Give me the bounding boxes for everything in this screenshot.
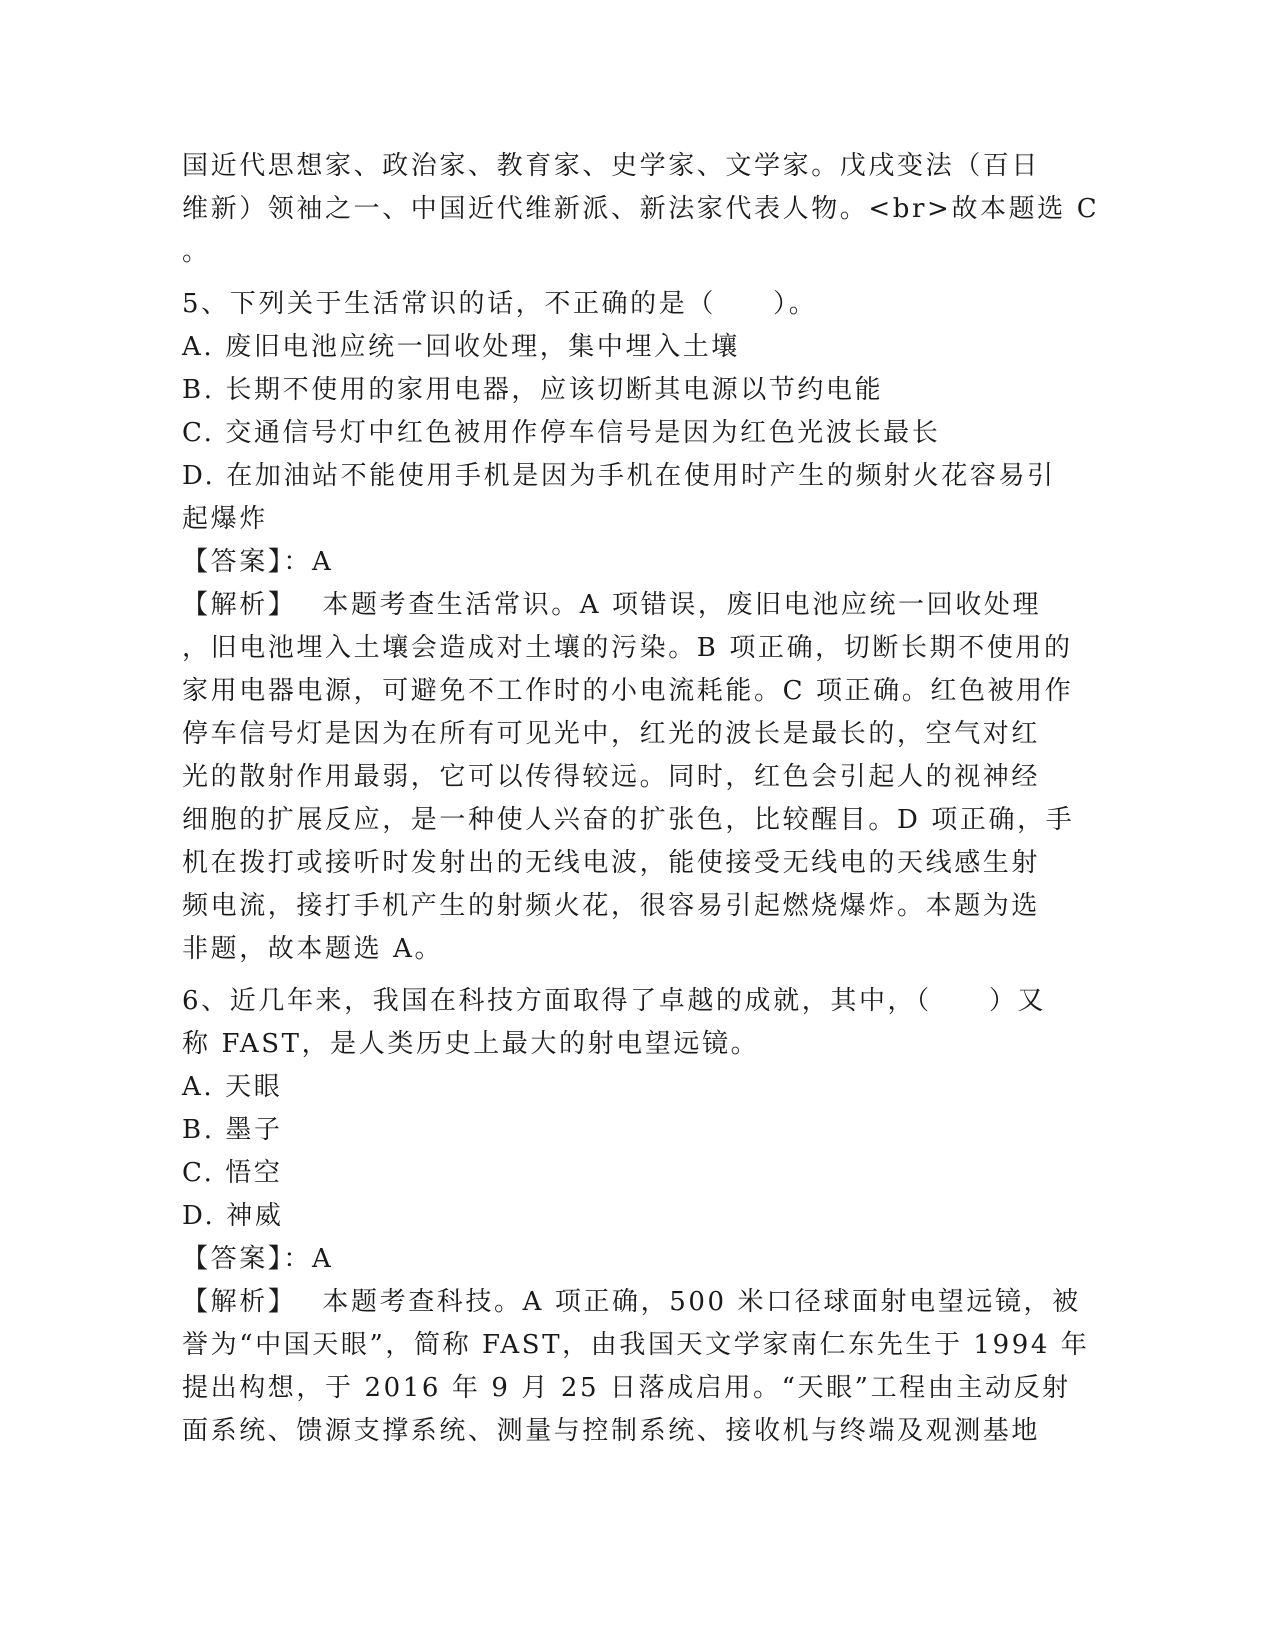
option-a: A. 废旧电池应统一回收处理，集中埋入土壤 bbox=[182, 332, 740, 362]
text-line: 。 bbox=[182, 237, 211, 267]
question-6 bbox=[182, 980, 1090, 1453]
answer: 【答案】：A bbox=[182, 1244, 334, 1274]
option-b: B. 墨子 bbox=[182, 1115, 283, 1145]
analysis-line: 频电流，接打手机产生的射频火花，很容易引起燃烧爆炸。本题为选 bbox=[182, 891, 1041, 921]
analysis-text: 本题考查科技。A 项正确，500 米口径球面射电望远镜，被 bbox=[322, 1287, 1081, 1317]
analysis-line: 家用电器电源，可避免不工作时的小电流耗能。C 项正确。红色被用作 bbox=[182, 676, 1074, 706]
analysis-line: 提出构想，于 2016 年 9 月 25 日落成启用。“天眼”工程由主动反射 bbox=[182, 1373, 1071, 1403]
answer: 【答案】：A bbox=[182, 547, 334, 577]
option-a: A. 天眼 bbox=[182, 1072, 283, 1102]
option-d: D. 神威 bbox=[182, 1201, 284, 1231]
analysis-line: 停车信号灯是因为在所有可见光中，红光的波长是最长的，空气对红 bbox=[182, 719, 1041, 749]
analysis-line: 面系统、馈源支撑系统、测量与控制系统、接收机与终端及观测基地 bbox=[182, 1416, 1041, 1446]
option-d-continued: 起爆炸 bbox=[182, 504, 268, 534]
analysis-line: ，旧电池埋入土壤会造成对土壤的污染。B 项正确，切断长期不使用的 bbox=[182, 633, 1073, 663]
analysis-first-line bbox=[182, 584, 1082, 627]
analysis-line: 机在拨打或接听时发射出的无线电波，能使接受无线电的天线感生射 bbox=[182, 848, 1041, 878]
analysis-label: 【解析】 bbox=[182, 1287, 297, 1317]
previous-explanation bbox=[182, 145, 1100, 274]
analysis-label: 【解析】 bbox=[182, 590, 297, 620]
analysis-text: 本题考查生活常识。A 项错误，废旧电池应统一回收处理 bbox=[322, 590, 1042, 620]
analysis-line: 光的散射作用最弱，它可以传得较远。同时，红色会引起人的视神经 bbox=[182, 762, 1041, 792]
text-line: 国近代思想家、政治家、教育家、史学家、文学家。戊戌变法（百日 bbox=[182, 151, 1041, 181]
option-c: C. 悟空 bbox=[182, 1158, 283, 1188]
question-stem: 6、近几年来，我国在科技方面取得了卓越的成就，其中，（ ）又 bbox=[182, 986, 1047, 1016]
analysis-line: 誉为“中国天眼”，简称 FAST，由我国天文学家南仁东先生于 1994 年 bbox=[182, 1330, 1090, 1360]
analysis-first-line bbox=[182, 1281, 1082, 1324]
text-line: 维新）领袖之一、中国近代维新派、新法家代表人物。<br>故本题选 C bbox=[182, 194, 1100, 224]
analysis-line: 细胞的扩展反应，是一种使人兴奋的扩张色，比较醒目。D 项正确，手 bbox=[182, 805, 1075, 835]
option-d: D. 在加油站不能使用手机是因为手机在使用时产生的频射火花容易引 bbox=[182, 461, 1056, 491]
option-b: B. 长期不使用的家用电器，应该切断其电源以节约电能 bbox=[182, 375, 884, 405]
question-stem: 称 FAST，是人类历史上最大的射电望远镜。 bbox=[182, 1029, 760, 1059]
question-5 bbox=[182, 283, 1082, 971]
analysis-line: 非题，故本题选 A。 bbox=[182, 934, 444, 964]
question-stem: 5、下列关于生活常识的话，不正确的是（ ）。 bbox=[182, 289, 818, 319]
document-page bbox=[182, 145, 1100, 1453]
option-c: C. 交通信号灯中红色被用作停车信号是因为红色光波长最长 bbox=[182, 418, 941, 448]
